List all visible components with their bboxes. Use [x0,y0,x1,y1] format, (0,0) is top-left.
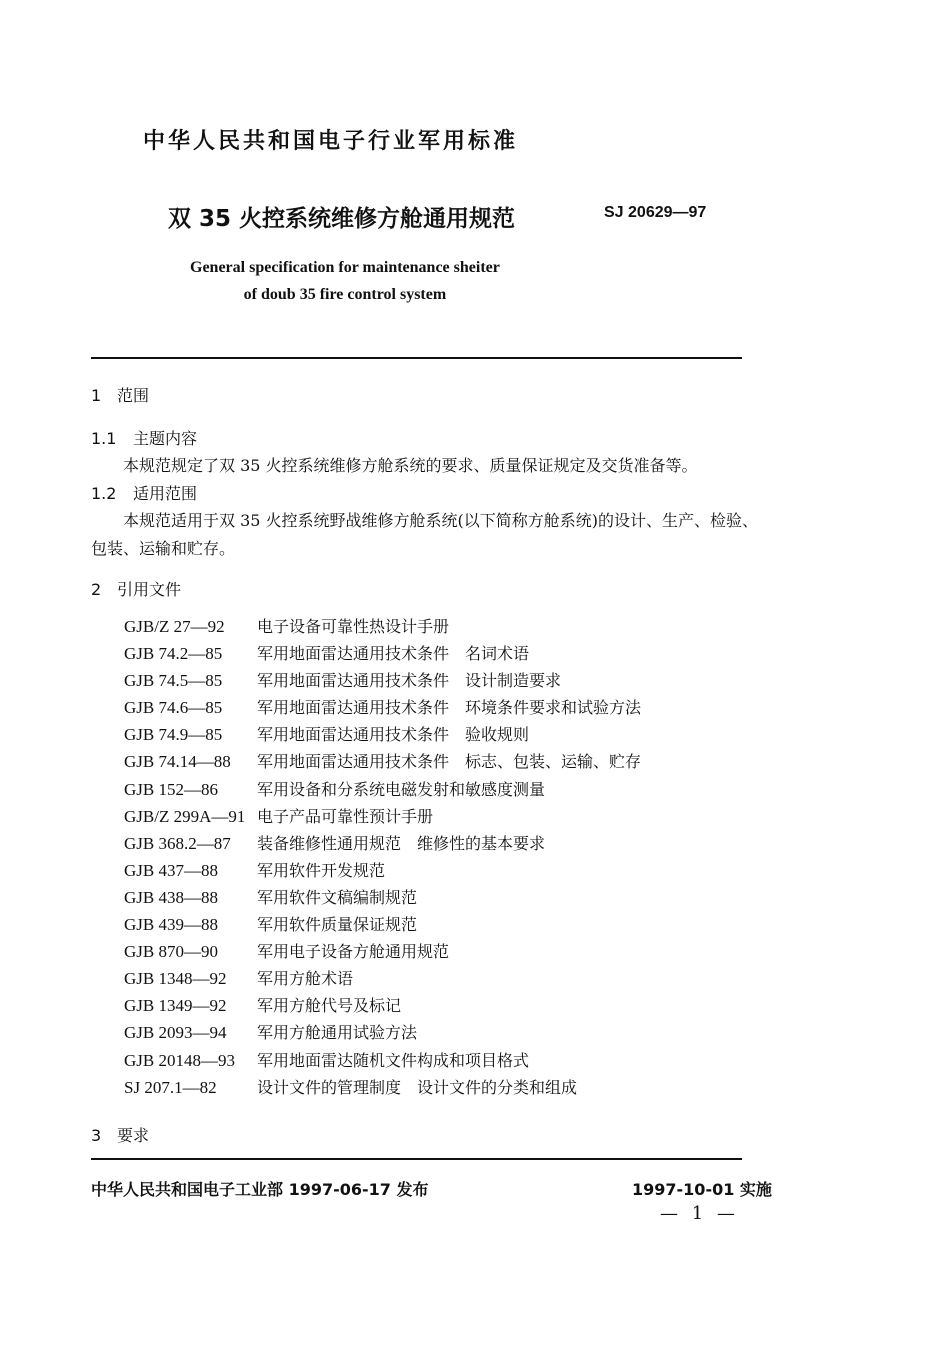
section-number: 1 [91,386,102,405]
reference-code: GJB/Z 27—92 [124,617,225,636]
reference-title: 军用地面雷达通用技术条件 验收规则 [257,725,530,745]
reference-title: 军用地面雷达通用技术条件 环境条件要求和试验方法 [257,698,642,718]
reference-title: 设计文件的管理制度 设计文件的分类和组成 [257,1077,578,1097]
reference-row [124,911,724,938]
reference-code: GJB 74.5—85 [124,671,223,691]
reference-row [124,1019,724,1046]
section-1-1-text: 本规范规定了双 35 火控系统维修方舱系统的要求、质量保证规定及交货准备等。 [123,456,698,475]
reference-row [124,640,724,667]
reference-code: GJB 438—88 [124,887,218,907]
reference-code: GJB 437—88 [124,860,218,880]
section-1-heading [91,383,149,406]
section-title: 主题内容 [133,429,198,448]
section-1-2-heading [91,481,197,504]
section-1-2-text-line-1: 本规范适用于双 35 火控系统野战维修方舱系统(以下简称方舱系统)的设计、生产、检验、 [123,511,759,530]
reference-code: GJB 1348—92 [124,969,227,989]
reference-code: GJB 74.9—85 [124,725,223,745]
reference-title: 军用地面雷达随机文件构成和项目格式 [257,1050,530,1070]
title-english-line-2: of doub 35 fire control system [243,286,447,303]
section-number: 1.1 [91,429,117,448]
section-number: 3 [91,1126,102,1145]
reference-row [124,857,724,884]
reference-title: 电子产品可靠性预计手册 [257,806,434,826]
reference-code: SJ 207.1—82 [124,1077,217,1097]
reference-code: GJB 870—90 [124,942,218,962]
document-title-chinese: 双 35 火控系统维修方舱通用规范 [168,206,516,232]
reference-code: GJB 20148—93 [124,1050,235,1070]
reference-title: 军用地面雷达通用技术条件 设计制造要求 [257,671,562,691]
document-header: 中华人民共和国电子行业军用标准 [143,129,519,154]
section-1-1-heading [91,426,197,449]
reference-row [124,803,724,830]
section-title: 引用文件 [117,580,182,599]
reference-title: 军用电子设备方舱通用规范 [257,942,450,962]
reference-title: 军用软件质量保证规范 [257,915,418,935]
reference-code: GJB 439—88 [124,915,218,935]
reference-code: GJB 368.2—87 [124,833,231,853]
reference-code: GJB 152—86 [124,779,218,799]
standard-code: SJ 20629—97 [604,204,707,221]
reference-title: 电子设备可靠性热设计手册 [257,617,450,636]
reference-code: GJB 74.6—85 [124,698,223,718]
reference-row [124,721,724,748]
reference-title: 军用设备和分系统电磁发射和敏感度测量 [257,779,546,799]
reference-code: GJB 1349—92 [124,996,227,1016]
document-title-english [190,254,500,308]
reference-title: 军用地面雷达通用技术条件 标志、包装、运输、贮存 [257,752,642,772]
reference-row [124,748,724,775]
reference-row [124,965,724,992]
section-title: 范围 [117,386,150,405]
reference-title: 军用方舱通用试验方法 [257,1023,418,1043]
reference-title: 军用方舱代号及标记 [257,996,402,1016]
reference-row [124,776,724,803]
reference-row [124,1047,724,1074]
section-3-heading [91,1123,149,1146]
section-number: 1.2 [91,484,117,503]
reference-title: 军用地面雷达通用技术条件 名词术语 [257,644,530,664]
reference-row [124,667,724,694]
issue-date: 中华人民共和国电子工业部 1997-06-17 发布 [91,1180,429,1199]
reference-title: 军用软件文稿编制规范 [257,887,418,907]
reference-code: GJB 74.14—88 [124,752,231,772]
reference-code: GJB 74.2—85 [124,644,223,664]
reference-title: 军用方舱术语 [257,969,354,989]
footer-rule [91,1158,742,1160]
section-1-2-text-line-2: 包装、运输和贮存。 [91,539,236,558]
reference-row [124,1074,724,1101]
reference-row [124,830,724,857]
title-english-line-1: General specification for maintenance sheiter [190,259,500,276]
reference-title: 军用软件开发规范 [257,860,386,880]
reference-code: GJB/Z 299A—91 [124,806,246,826]
reference-list [124,613,724,1101]
reference-row [124,694,724,721]
reference-row [124,613,724,640]
reference-code: GJB 2093—94 [124,1023,227,1043]
section-number: 2 [91,580,102,599]
section-title: 适用范围 [133,484,198,503]
section-2-heading [91,577,181,600]
reference-row [124,992,724,1019]
section-title: 要求 [117,1126,150,1145]
header-rule [91,357,742,359]
reference-row [124,884,724,911]
effective-date: 1997-10-01 实施 [632,1180,772,1199]
reference-title: 装备维修性通用规范 维修性的基本要求 [257,833,546,853]
page-number: — 1 — [660,1203,739,1224]
reference-row [124,938,724,965]
